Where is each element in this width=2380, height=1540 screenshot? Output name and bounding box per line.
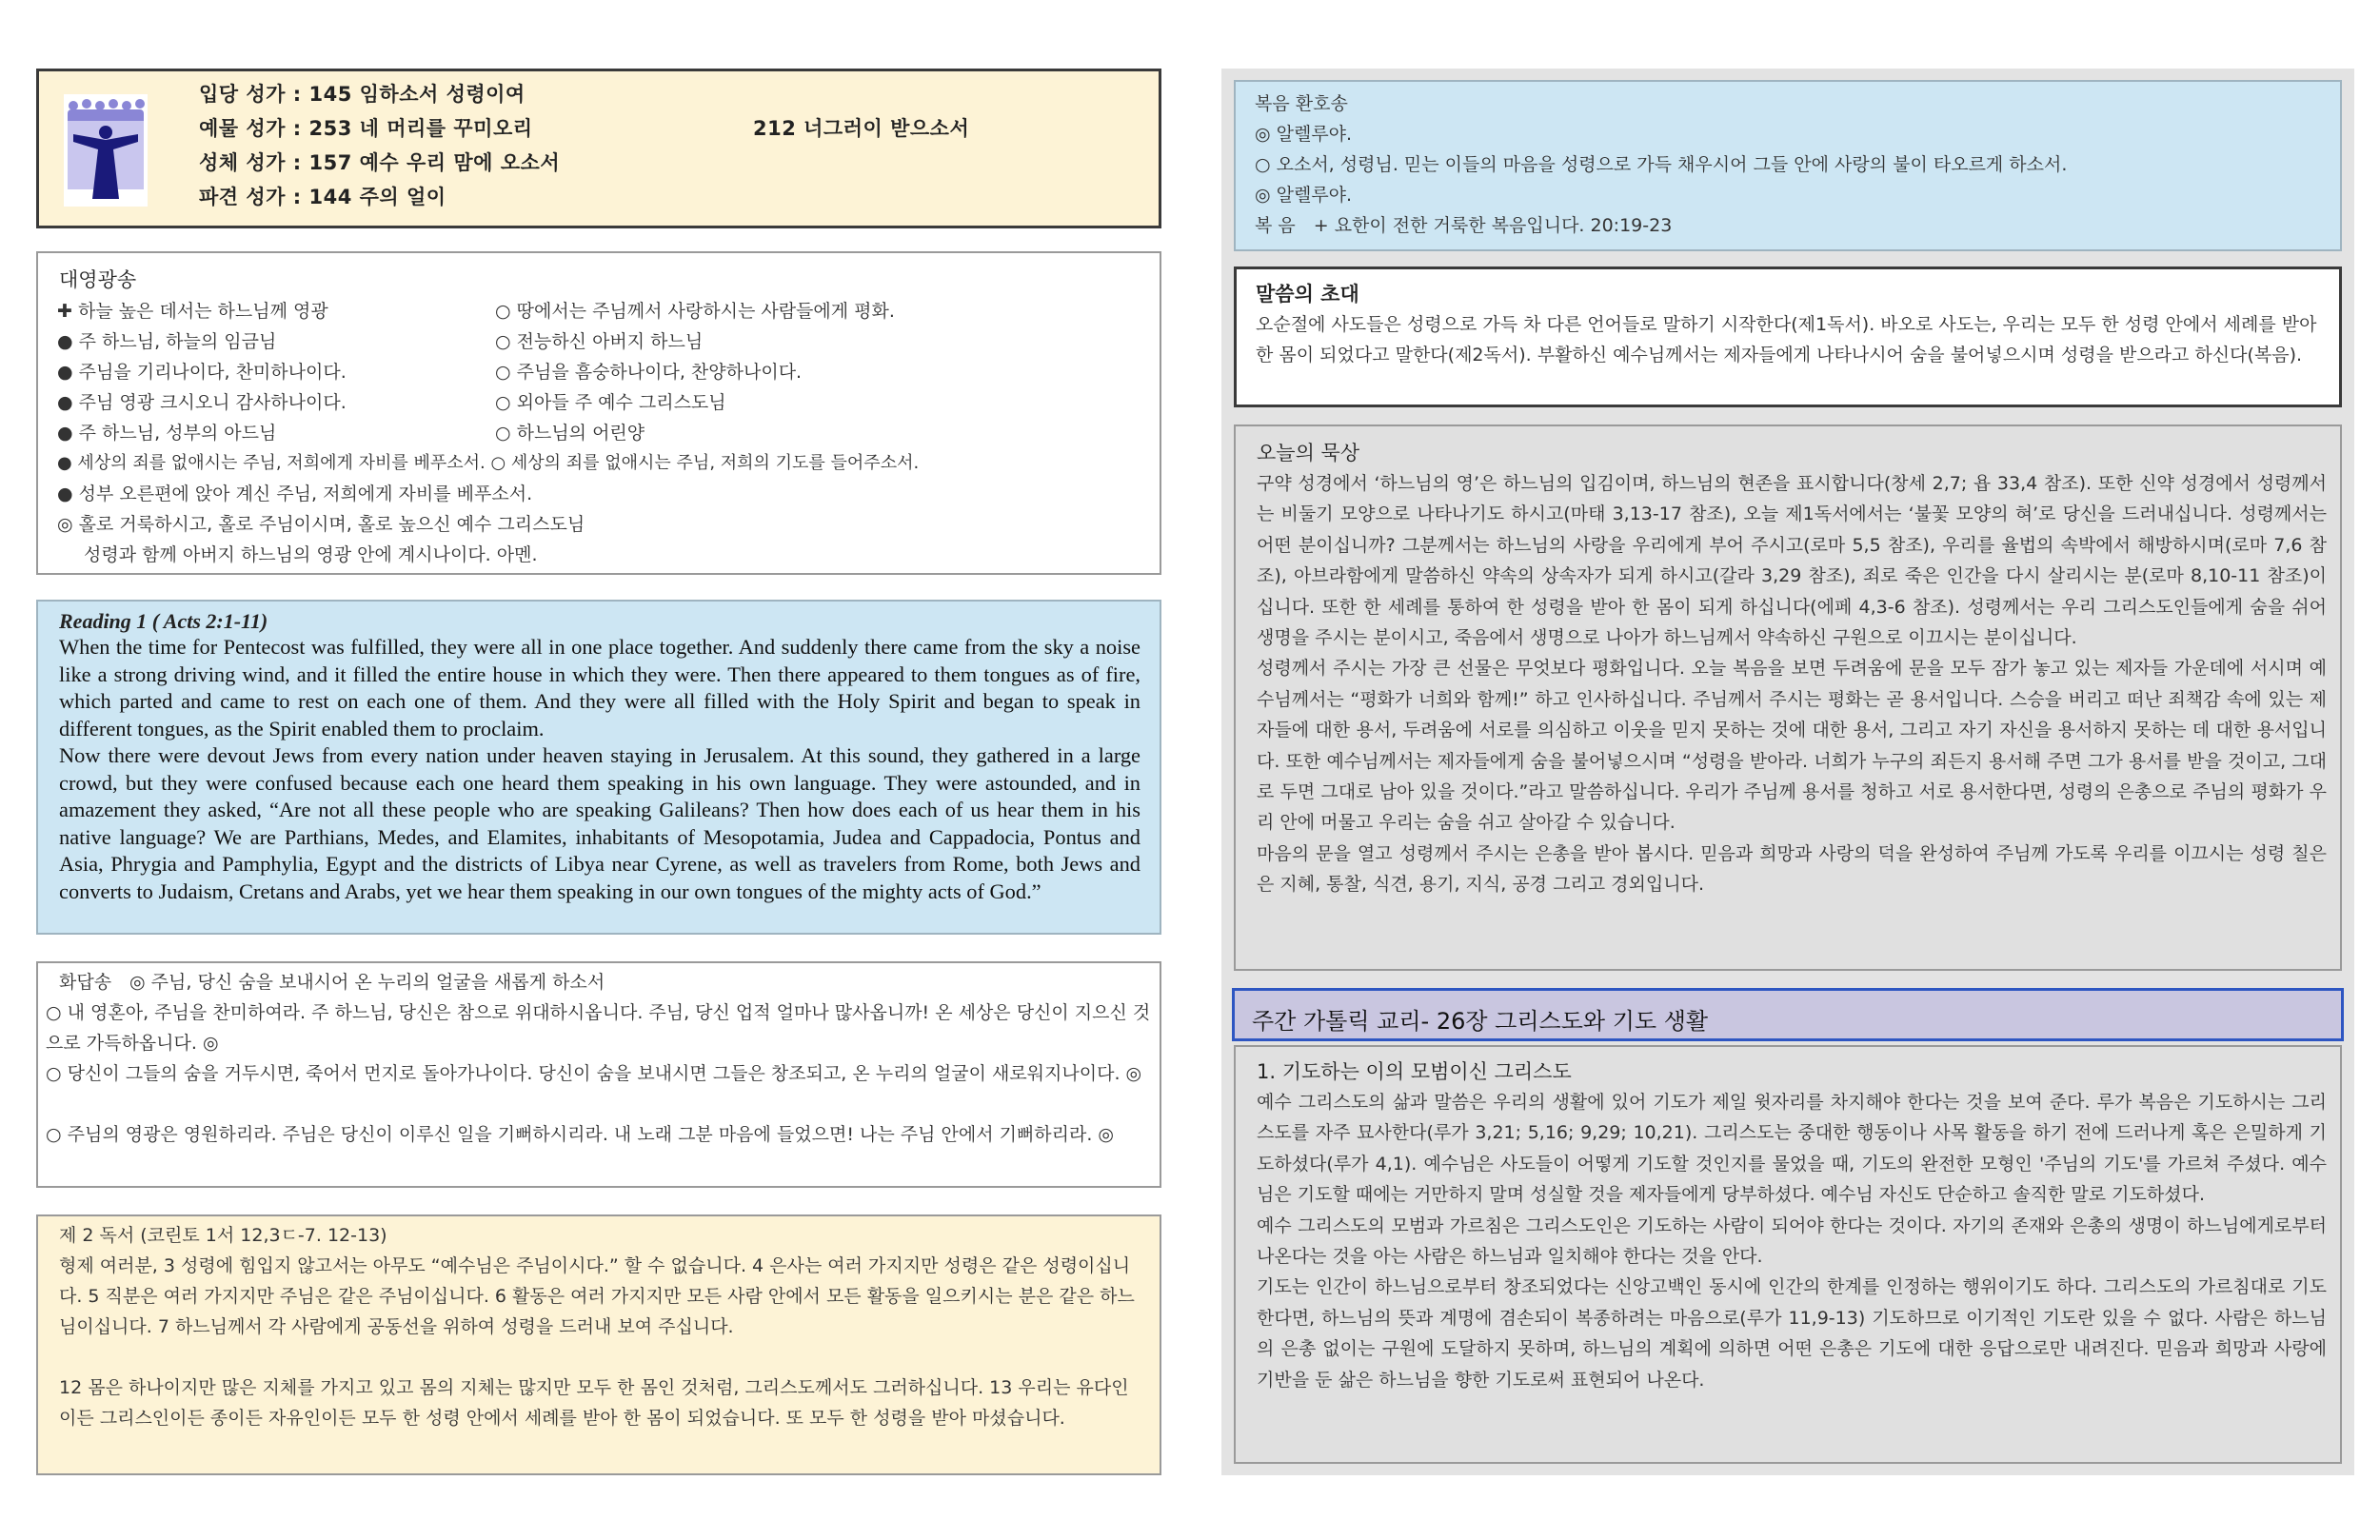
- gospel-acclamation-box: [1234, 80, 2342, 251]
- catechism-text: [1257, 1087, 2327, 1395]
- invitation-box: [1234, 267, 2342, 407]
- communion-hymn: 성체 성가 : 157 예수 우리 맘에 오소서: [199, 151, 561, 174]
- psalm-response: 화답송 ◎ 주님, 당신 숨을 보내시어 온 누리의 얼굴을 새롭게 하소서: [59, 972, 605, 993]
- offertory-hymn: 예물 성가 : 253 네 머리를 꾸미오리: [199, 117, 533, 140]
- gloria-line: ○ 외아들 주 예수 그리스도님: [495, 392, 726, 413]
- catechism-paragraph: 예수 그리스도의 삶과 말씀은 우리의 생활에 있어 기도가 제일 윗자리를 차지해야 한다는 것을 보여 준다. 루가 복음은 기도하시는 그리스도를 자주 묘사한다(루가 3,21; 5,16; 9,29; 10,21). 그리스도는 중대한 행동이나 사목 활동을 하기 전에 드러나게 혹은 은밀하게 기도하셨다(루가 4,1). 예수님은 사도들이 어떻게 기도할 것인지를 물었을 때, 기도의 완전한 모형인 '주님의 기도'를 가르쳐 주셨다. 예수님은 기도할 때에는 거만하지 말며 성실할 것을 제자들에게 당부하셨다. 예수님 자신도 단순하고 솔직한 말로 기도하셨다.: [1257, 1092, 2327, 1206]
- meditation-text: [1257, 468, 2327, 900]
- gloria-line: ● 주님 영광 크시오니 감사하나이다.: [57, 392, 347, 413]
- entrance-hymn: 입당 성가 : 145 임하소서 성령이여: [199, 83, 526, 106]
- hymn-list-box: [36, 69, 1161, 228]
- gloria-line: ● 주님을 기리나이다, 찬미하나이다.: [57, 362, 347, 383]
- catechism-heading: 1. 기도하는 이의 모범이신 그리스도: [1257, 1060, 1572, 1083]
- offertory-hymn-alt: 212 너그러이 받으소서: [753, 117, 970, 140]
- invitation-text: 오순절에 사도들은 성령으로 가득 차 다른 언어들로 말하기 시작한다(제1독서). 바오로 사도는, 우리는 모두 한 성령 안에서 세례를 받아 한 몸이 되었다고 말한다(제2독서). 부활하신 예수님께서는 제자들에게 나타나시어 숨을 불어넣으시며 성령을 받으라고 하신다(복음).: [1256, 314, 2317, 365]
- catechism-paragraph: 예수 그리스도의 모범과 가르침은 그리스도인은 기도하는 사람이 되어야 한다는 것이다. 자기의 존재와 은총의 생명이 하느님에게로부터 나온다는 것을 아는 사람은 하느님과 일치해야 한다는 것을 안다.: [1257, 1214, 2327, 1268]
- gospel-acclamation-line: ○ 오소서, 성령님. 믿는 이들의 마음을 성령으로 가득 채우시어 그들 안에 사랑의 불이 타오르게 하소서.: [1255, 154, 2068, 175]
- gloria-line: ○ 하느님의 어린양: [495, 423, 645, 444]
- meditation-paragraph: 성령께서 주시는 가장 큰 선물은 무엇보다 평화입니다. 오늘 복음을 보면 두려움에 문을 모두 잠가 놓고 있는 제자들 가운데에 서시며 예수님께서는 “평화가 너희와 함께!” 하고 인사하십니다. 주님께서 주시는 평화는 곧 용서입니다. 스승을 버리고 떠난 죄책감 속에 있는 제자들에 대한 용서, 두려움에 서로를 의심하고 이웃을 믿지 못하는 것에 대한 용서, 그리고 자기 자신을 용서하지 못하는 데 대한 용서입니다. 또한 예수님께서는 제자들에게 숨을 불어넣으시며 “성령을 받아라. 너희가 누구의 죄든지 용서해 주면 그가 용서를 받을 것이고, 그대로 두면 그대로 남아 있을 것이다.”라고 말씀하십니다. 우리가 주님께 용서를 청하고 서로 용서한다면, 성령의 은총으로 주님의 평화가 우리 안에 머물고 우리는 숨을 쉬고 살아갈 수 있습니다.: [1257, 658, 2327, 834]
- gloria-title: 대영광송: [59, 268, 137, 291]
- gloria-line: ● 성부 오른편에 앉아 계신 주님, 저희에게 자비를 베푸소서.: [57, 484, 533, 504]
- invitation-heading: 말씀의 초대: [1256, 283, 1359, 306]
- gospel-reference: 복 음 + 요한이 전한 거룩한 복음입니다. 20:19-23: [1255, 215, 1673, 236]
- psalm-verse: ○ 당신이 그들의 숨을 거두시면, 죽어서 먼지로 돌아가나이다. 당신이 숨을 보내시면 그들은 창조되고, 온 누리의 얼굴이 새로워지나이다. ◎: [46, 1063, 1142, 1084]
- gloria-line: ● 주 하느님, 성부의 아드님: [57, 423, 277, 444]
- gloria-line: ✚ 하늘 높은 데서는 하느님께 영광: [57, 301, 328, 322]
- reading2-paragraph: 형제 여러분, 3 성령에 힘입지 않고서는 아무도 “예수님은 주님이시다.” 할 수 없습니다. 4 은사는 여러 가지지만 성령은 같은 성령이십니다. 5 직분은 여러 가지지만 주님은 같은 주님이십니다. 6 활동은 여러 가지지만 모든 사람 안에서 모든 활동을 일으키시는 분은 같은 하느님이십니다. 7 하느님께서 각 사람에게 공동선을 위하여 성령을 드러내 보여 주십니다.: [59, 1255, 1135, 1337]
- gospel-acclamation-line: ◎ 알렐루야.: [1255, 185, 1353, 206]
- catechism-paragraph: 기도는 인간이 하느님으로부터 창조되었다는 신앙고백인 동시에 인간의 한계를 인정하는 행위이기도 하다. 그리스도의 가르침대로 기도한다면, 하느님의 뜻과 계명에 겸손되이 복종하려는 마음으로(루가 11,9-13) 기도하므로 이기적인 기도란 있을 수 없다. 사람은 하느님의 은총 없이는 구원에 도달하지 못하며, 하느님의 계획에 의하면 어떤 은총은 기도에 대한 응답으로만 내려진다. 믿음과 희망과 사랑에 기반을 둔 삶은 하느님을 향한 기도로써 표현되어 나온다.: [1257, 1276, 2327, 1391]
- gloria-line: ○ 땅에서는 주님께서 사랑하시는 사람들에게 평화.: [495, 301, 895, 322]
- catechism-banner-title: 주간 가톨릭 교리- 26장 그리스도와 기도 생활: [1252, 1008, 1709, 1035]
- meditation-paragraph: 마음의 문을 열고 성령께서 주시는 은총을 받아 봅시다. 믿음과 희망과 사랑의 덕을 완성하여 주님께 가도록 우리를 이끄시는 성령 칠은은 지혜, 통찰, 식견, 용기, 지식, 공경 그리고 경외입니다.: [1257, 842, 2327, 896]
- reading1-paragraph: Now there were devout Jews from every nation under heaven staying in Jerusalem. At this sound, they gathered in a large crowd, but they were confused because each one heard them speaking in his own language. They were astounded, and in amazement they asked, “Are not all these people who are speaking Galileans? Then how does each of us hear them in his native language? We are Parthians, Medes, and Elamites, inhabitants of Mesopotamia, Judea and Cappadocia, Pontus and Asia, Phrygia and Pamphylia, Egypt and the districts of Libya near Cyrene, as well as travelers from Rome, both Jews and converts to Judaism, Cretans and Arabs, yet we hear them speaking in our own tongues of the mighty acts of God.”: [59, 743, 1140, 903]
- gloria-line: ● 세상의 죄를 없애시는 주님, 저희에게 자비를 베푸소서. ○ 세상의 죄를 없애시는 주님, 저희의 기도를 들어주소서.: [57, 453, 920, 473]
- catechism-box: [1234, 1045, 2342, 1464]
- reading1-heading: Reading 1 ( Acts 2:1-11): [59, 609, 268, 633]
- gloria-line: ◎ 홀로 거룩하시고, 홀로 주님이시며, 홀로 높으신 예수 그리스도님: [57, 514, 585, 535]
- gloria-line: ○ 전능하신 아버지 하느님: [495, 331, 704, 352]
- catechism-banner: [1232, 988, 2344, 1041]
- gloria-line: 성령과 함께 아버지 하느님의 영광 안에 계시나이다. 아멘.: [84, 544, 538, 565]
- reading1-box: [36, 600, 1161, 935]
- gospel-acclamation-title: 복음 환호송: [1255, 93, 1348, 114]
- gloria-line: ● 주 하느님, 하늘의 임금님: [57, 331, 277, 352]
- reading2-paragraph: 12 몸은 하나이지만 많은 지체를 가지고 있고 몸의 지체는 많지만 모두 한 몸인 것처럼, 그리스도께서도 그러하십니다. 13 우리는 유다인이든 그리스인이든 종이든 자유인이든 모두 한 성령 안에서 세례를 받아 한 몸이 되었습니다. 또 모두 한 성령을 받아 마셨습니다.: [59, 1377, 1129, 1429]
- gospel-acclamation-line: ◎ 알렐루야.: [1255, 124, 1353, 145]
- choir-priest-icon: [64, 94, 148, 207]
- reading2-box: [36, 1214, 1161, 1475]
- gloria-box: [36, 251, 1161, 575]
- meditation-heading: 오늘의 묵상: [1257, 442, 1360, 464]
- meditation-box: [1234, 424, 2342, 971]
- meditation-paragraph: 구약 성경에서 ‘하느님의 영’은 하느님의 입김이며, 하느님의 현존을 표시합니다(창세 2,7; 욥 33,4 참조). 또한 신약 성경에서 성령께서는 비둘기 모양으로 나타나기도 하시고(마태 3,13-17 참조), 오늘 제1독서에서는 ‘불꽃 모양의 혀’로 당신을 드러내십니다. 성령께서는 어떤 분이십니까? 그분께서는 하느님의 사랑을 우리에게 부어 주시고(로마 5,5 참조), 우리를 율법의 속박에서 해방하시며(로마 7,6 참조), 아브라함에게 말씀하신 약속의 상속자가 되게 하시고(갈라 3,29 참조), 죄로 죽은 인간을 다시 살리시는 분(로마 8,10-11 참조)이십니다. 또한 한 세례를 통하여 한 성령을 받아 한 몸이 되게 하십니다(에페 4,3-6 참조). 성령께서는 우리 그리스도인들에게 숨을 쉬어 생명을 주시는 분이시고, 죽음에서 생명으로 나아가 하느님께서 약속하신 구원으로 이끄시는 분이십니다.: [1257, 473, 2327, 649]
- reading2-heading: 제 2 독서 (코린토 1서 12,3ㄷ-7. 12-13): [59, 1225, 387, 1246]
- psalm-verse: ○ 주님의 영광은 영원하리라. 주님은 당신이 이루신 일을 기뻐하시리라. 내 노래 그분 마음에 들었으면! 나는 주님 안에서 기뻐하리라. ◎: [46, 1124, 1115, 1145]
- psalm-box: [36, 961, 1161, 1188]
- psalm-verse: ○ 내 영혼아, 주님을 찬미하여라. 주 하느님, 당신은 참으로 위대하시옵니다. 주님, 당신 업적 얼마나 많사옵니까! 온 세상은 당신이 지으신 것으로 가득하옵니다. ◎: [46, 1002, 1151, 1054]
- gloria-line: ○ 주님을 흠숭하나이다, 찬양하나이다.: [495, 362, 803, 383]
- dismissal-hymn: 파견 성가 : 144 주의 얼이: [199, 186, 446, 208]
- reading1-paragraph: When the time for Pentecost was fulfilled, they were all in one place together. And suddenly there came from the sky a noise like a strong driving wind, and it filled the entire house in which they were. Then there appeared to them tongues as of fire, which parted and came to rest on each one of them. And they were all filled with the Holy Spirit and began to speak in different tongues, as the Spirit enabled them to proclaim.: [59, 635, 1140, 740]
